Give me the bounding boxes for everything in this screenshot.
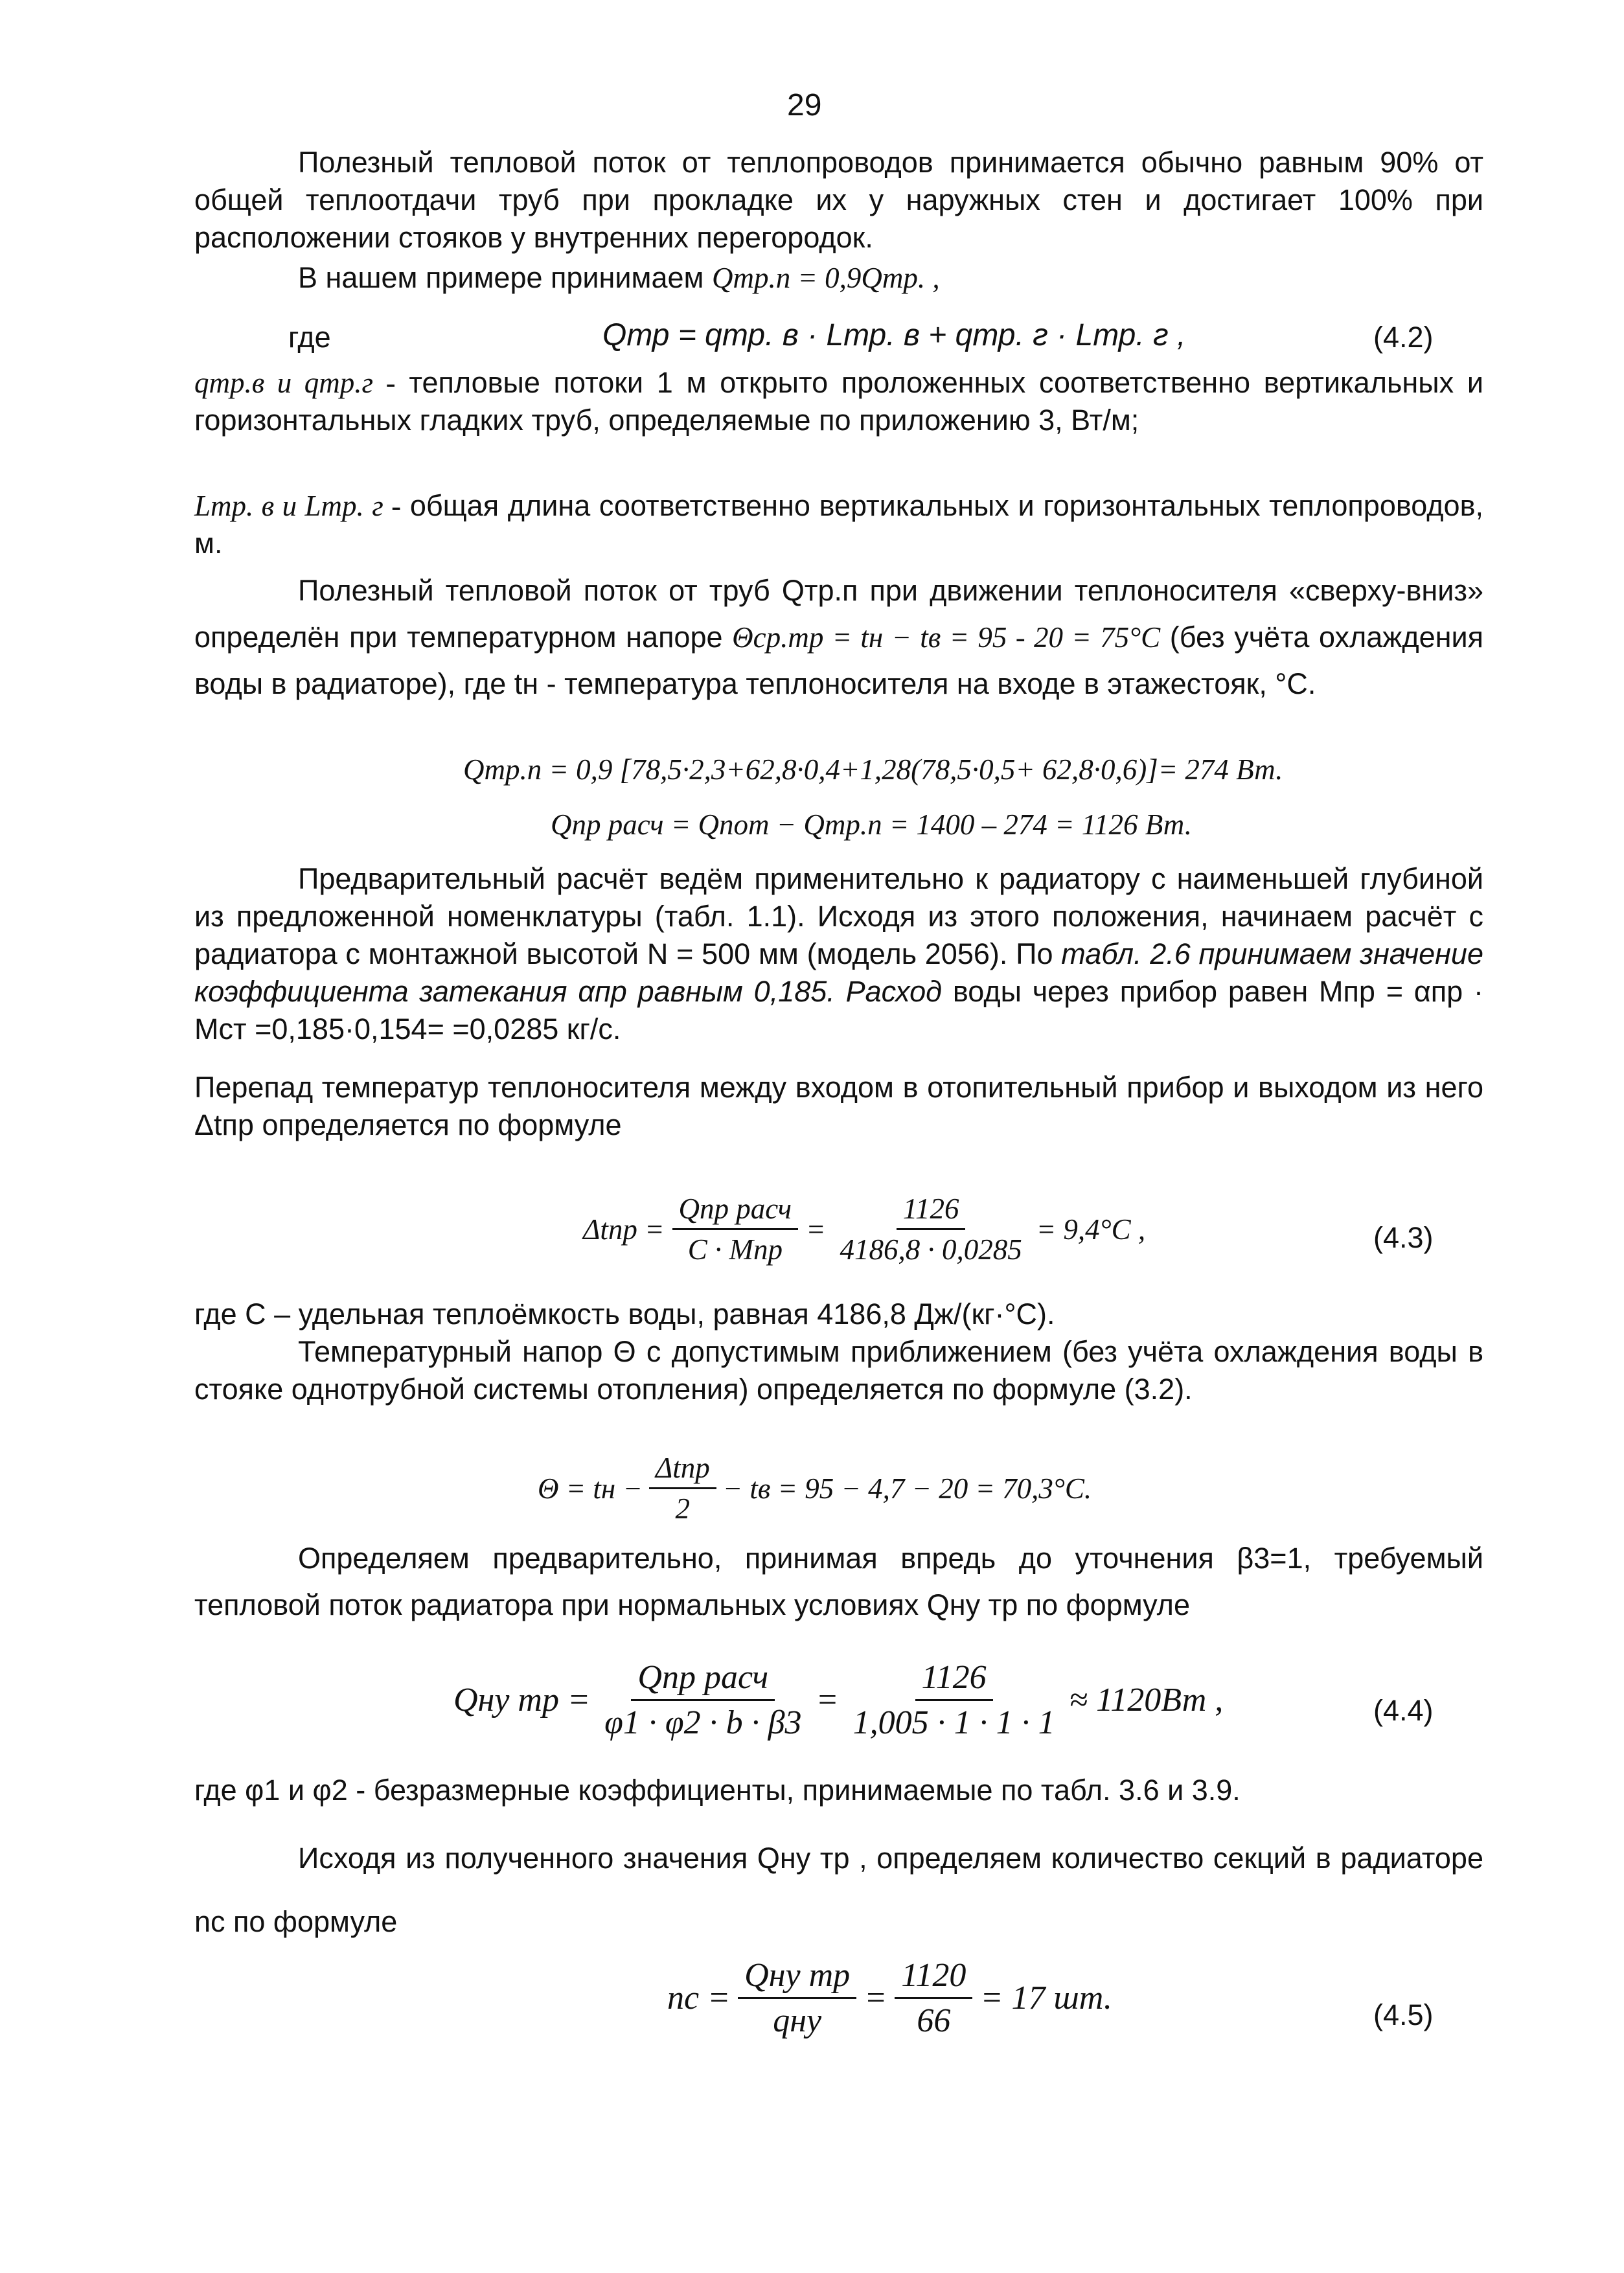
- denominator: 2: [675, 1492, 691, 1525]
- paragraph-8: где C – удельная теплоёмкость воды, равная 4186,8 Дж/(кг·°С).: [194, 1297, 1055, 1331]
- eq44-fraction-1: [598, 1658, 808, 1742]
- calculation-1: Qтр.п = 0,9 [78,5·2,3+62,8·0,4+1,28(78,5·0,5+ 62,8·0,6)]= 274 Вт.: [463, 753, 1283, 786]
- paragraph-11: где φ1 и φ2 - безразмерные коэффициенты, принимаемые по табл. 3.6 и 3.9.: [194, 1774, 1241, 1807]
- symbol-q: qтр.в и qтр.г -: [194, 367, 396, 399]
- eq45-fraction-1: [738, 1956, 856, 2040]
- eq44-fraction-2: [847, 1658, 1062, 1742]
- theta-fraction: [649, 1451, 716, 1525]
- denominator: C · Mпр: [687, 1233, 783, 1266]
- paragraph-5-text-a: Полезный тепловой поток от труб Qтр.п при движении теплоносителя «сверху-вниз» определён при температурном напоре: [194, 574, 1483, 654]
- numerator: Qпр расч: [631, 1658, 775, 1701]
- equation-number-4-5: (4.5): [1373, 1998, 1434, 2031]
- equation-4-3: Δtпр = $\frac{\text{Qпр расч}}{\text{C · Mпр}}$ = $\frac{1126}{4186,8 \cdot 0,0285}$ = 9,4°C ,: [583, 1193, 1146, 1266]
- formula-inline: Qтр.п = 0,9Qтр. ,: [711, 262, 940, 294]
- denominator: qну: [773, 2002, 822, 2039]
- numerator: Δtпр: [649, 1451, 716, 1489]
- eq44-lhs: Qну тр =: [453, 1682, 591, 1719]
- paragraph-2: [194, 259, 1483, 297]
- numerator: 1126: [897, 1192, 966, 1230]
- denominator: 66: [917, 2002, 951, 2039]
- paragraph-7: Перепад температур теплоносителя между входом в отопительный прибор и выходом из него Δtпр определяется по формуле: [194, 1071, 1483, 1141]
- eq43-lhs: Δtпр =: [583, 1213, 665, 1246]
- equation-number-4-4: (4.4): [1373, 1694, 1434, 1727]
- page-number: 29: [787, 88, 822, 122]
- paragraph-6: [194, 860, 1483, 1048]
- denominator: 1,005 · 1 · 1 · 1: [852, 1704, 1055, 1741]
- equation-4-5: nс = $\frac{\text{Qну тр}}{\text{qну}}$ = $\frac{1120}{66}$ = 17 шт.: [667, 1957, 1112, 2039]
- eq45-lhs: nс =: [667, 1980, 731, 2016]
- paragraph-4-text: общая длина соответственно вертикальных и горизонтальных теплопроводов, м.: [194, 489, 1483, 560]
- formula-theta: Θср.тр = tн − tв = 95 - 20 = 75°С: [732, 621, 1161, 654]
- numerator: Qну тр: [738, 1956, 856, 1999]
- equation-theta: [538, 1451, 1092, 1525]
- paragraph-3-text: тепловые потоки 1 м открыто проложенных соответственно вертикальных и горизонтальных гладких труб, определяемые по приложению 3, Вт/м;: [194, 366, 1483, 437]
- eq45-fraction-2: [895, 1956, 972, 2040]
- symbol-l: Lтр. в и Lтр. г -: [194, 490, 402, 522]
- paragraph-1: Полезный тепловой поток от теплопроводов принимается обычно равным 90% от общей теплоотдачи труб при прокладке их у наружных стен и достигает 100% при расположении стояков у внутренних перегородок.: [194, 146, 1483, 254]
- numerator: 1126: [915, 1658, 993, 1701]
- eq43-fraction-1: [672, 1192, 799, 1266]
- paragraph-5: [194, 567, 1483, 707]
- paragraph-10: Определяем предварительно, принимая впредь до уточнения β3=1, требуемый тепловой поток радиатора при нормальных условиях Qну тр по формуле: [194, 1542, 1483, 1621]
- paragraph-5-text-b: (без учёта охлаждения воды в радиаторе), где tн - температура теплоносителя на входе в этажестояк, °С.: [194, 621, 1483, 700]
- numerator: 1120: [895, 1956, 972, 1999]
- paragraph-3: [194, 364, 1483, 439]
- theta-rhs: − tв = 95 − 4,7 − 20 = 70,3°C.: [722, 1472, 1092, 1505]
- where-label: где: [288, 321, 331, 354]
- equation-number-4-2: (4.2): [1373, 321, 1434, 354]
- paragraph-4: [194, 487, 1483, 562]
- equation-number-4-3: (4.3): [1373, 1221, 1434, 1254]
- paragraph-12: Исходя из полученного значения Qну тр , определяем количество секций в радиаторе nс по формуле: [194, 1842, 1483, 1938]
- paragraph-6-text-c: воды через прибор равен Mпр = αпр · Mст =0,185·0,154= =0,0285 кг/с.: [194, 975, 1483, 1045]
- eq43-fraction-2: [834, 1192, 1029, 1266]
- equation-4-2: Qтр = qтр. в · Lтр. в + qтр. г · Lтр. г ,: [602, 318, 1186, 352]
- theta-lhs: Θ = tн −: [538, 1472, 643, 1505]
- eq43-rhs: = 9,4°C ,: [1036, 1213, 1146, 1246]
- equation-4-4: Qну тр = $\frac{\text{Qпр расч}}{\varphi 1 \cdot \varphi 2 \cdot b \cdot \beta 3}$ = $\frac{1126}{1,005 \cdot 1 \cdot 1 \cdot 1}$ ≈ 1120Вт ,: [453, 1659, 1224, 1741]
- eq44-rhs: ≈ 1120Вт ,: [1069, 1682, 1224, 1719]
- paragraph-2-text: В нашем примере принимаем: [298, 261, 704, 294]
- paragraph-6-text-b: табл. 2.6 принимаем значение коэффициента затекания αпр равным 0,185. Расход: [194, 937, 1483, 1008]
- calculation-2: Qпр расч = Qпот − Qтр.п = 1400 – 274 = 1126 Вт.: [551, 808, 1193, 841]
- eq45-rhs: = 17 шт.: [980, 1980, 1112, 2016]
- denominator: φ1 · φ2 · b · β3: [604, 1704, 802, 1741]
- denominator: 4186,8 · 0,0285: [840, 1233, 1022, 1266]
- paragraph-6-text-a: Предварительный расчёт ведём применительно к радиатору с наименьшей глубиной из предложенной номенклатуры (табл. 1.1). Исходя из этого положения, начинаем расчёт с радиатора с монтажной высотой N = 500 мм (модель 2056). По: [194, 862, 1483, 970]
- numerator: Qпр расч: [672, 1192, 799, 1230]
- paragraph-9: Температурный напор Θ с допустимым приближением (без учёта охлаждения воды в стояке однотрубной системы отопления) определяется по формуле (3.2).: [194, 1335, 1483, 1406]
